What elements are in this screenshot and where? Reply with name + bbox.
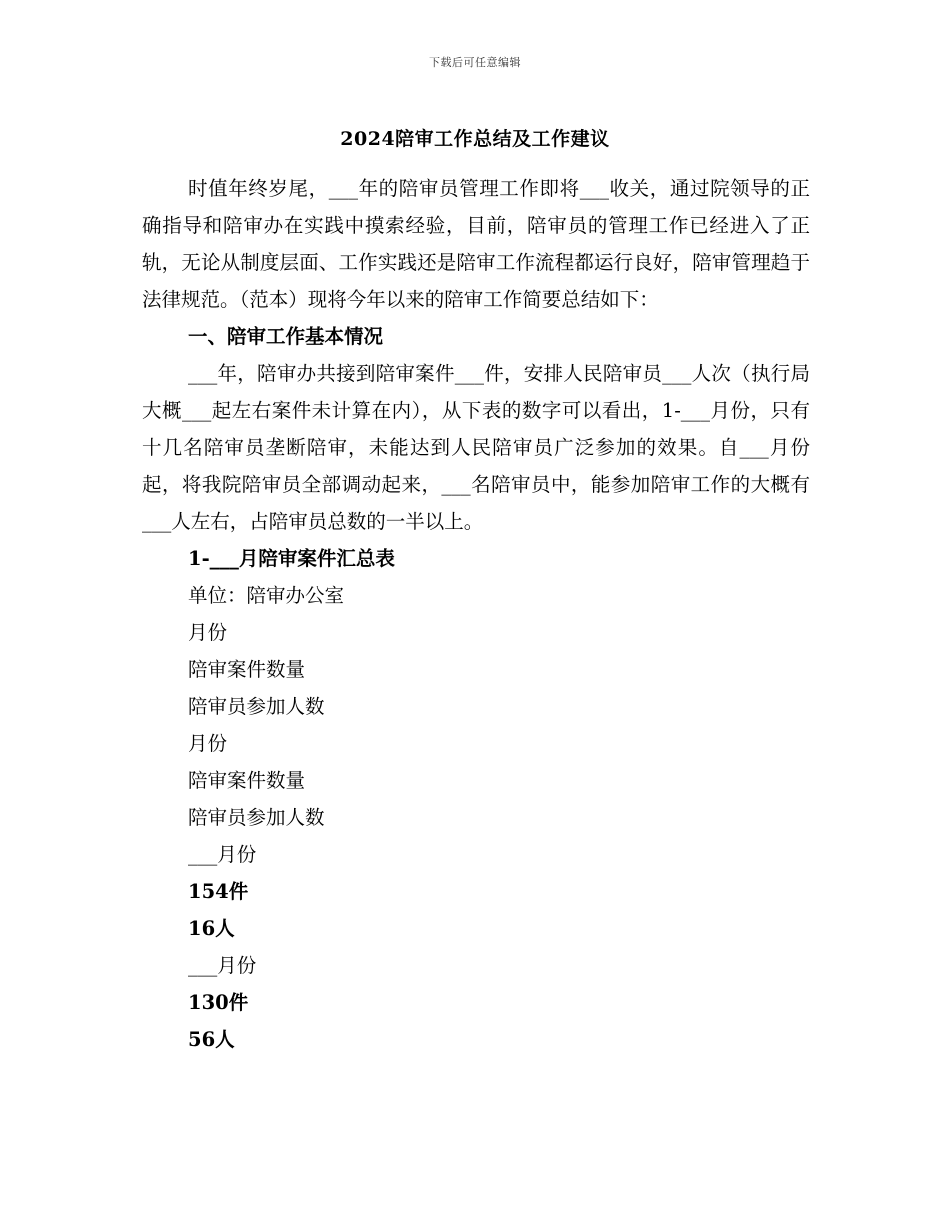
table-cell-line: ___月份: [188, 954, 257, 977]
table-title: 1-___月陪审案件汇总表: [188, 547, 395, 570]
table-cells-list: [142, 614, 810, 1058]
table-cell-line: 56人: [188, 1028, 235, 1051]
document-body: [142, 170, 810, 1058]
table-cell-line: 月份: [188, 621, 228, 644]
table-cell-line: 16人: [188, 917, 235, 940]
table-cell-line: 154件: [188, 880, 249, 903]
intro-paragraph: 时值年终岁尾，___年的陪审员管理工作即将___收关，通过院领导的正确指导和陪审办在实践中摸索经验，目前，陪审员的管理工作已经进入了正轨，无论从制度层面、工作实践还是陪审工作流程都运行良好，陪审管理趋于法律规范。（范本）现将今年以来的陪审工作简要总结如下：: [142, 177, 810, 311]
table-cell-line: 陪审案件数量: [188, 769, 306, 792]
table-cell-line: ___月份: [188, 843, 257, 866]
table-cell-line: 陪审员参加人数: [188, 806, 325, 829]
section-heading: 一、陪审工作基本情况: [188, 325, 384, 348]
document-title: 2024陪审工作总结及工作建议: [340, 128, 610, 150]
table-cell-line: 130件: [188, 991, 249, 1014]
table-cell-line: 月份: [188, 732, 228, 755]
table-cell-line: 陪审员参加人数: [188, 695, 325, 718]
page-header-note: 下载后可任意编辑: [429, 56, 521, 69]
table-cell-line: 陪审案件数量: [188, 658, 306, 681]
table-unit: 单位：陪审办公室: [188, 584, 345, 607]
section-paragraph: ___年，陪审办共接到陪审案件___件，安排人民陪审员___人次（执行局大概___起左右案件未计算在内），从下表的数字可以看出，1-___月份，只有十几名陪审员垄断陪审，未能达到人民陪审员广泛参加的效果。自___月份起，将我院陪审员全部调动起来，___名陪审员中，能参加陪审工作的大概有___人左右，占陪审员总数的一半以上。: [142, 362, 810, 533]
